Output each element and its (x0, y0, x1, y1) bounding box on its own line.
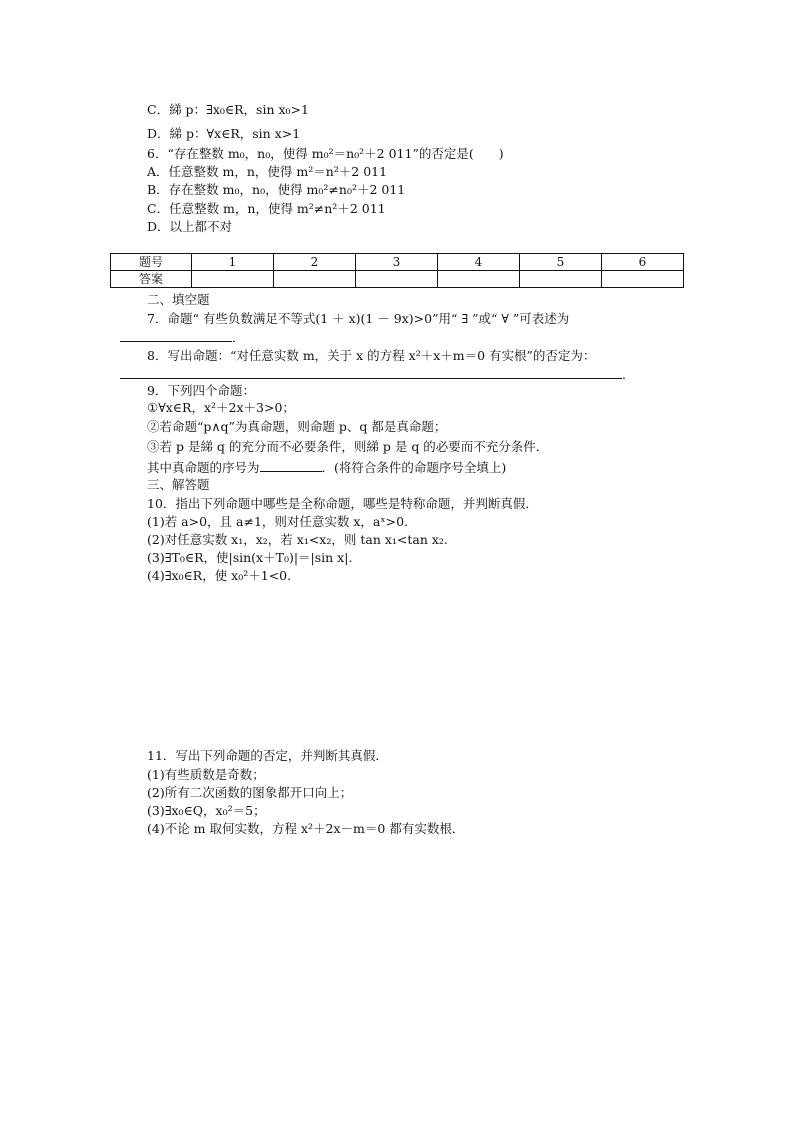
question-9: 9．下列四个命题： (147, 383, 255, 398)
answer-blank[interactable] (120, 329, 232, 342)
question-10: 10．指出下列命题中哪些是全称命题，哪些是特称命题，并判断真假． (147, 496, 538, 511)
question-7-answer-line (120, 329, 245, 347)
option-c-q6: C．任意整数 m，n，使得 m²≠n²＋2 011 (147, 201, 386, 216)
question-11-item-3: (3)∃x₀∈Q，x₀²＝5； (147, 803, 266, 818)
answer-table-row-numbers (111, 254, 684, 271)
proposition-1: ①∀x∈R，x²＋2x＋3>0； (147, 400, 295, 415)
question-10-item-3: (3)∃T₀∈R，使|sin(x＋T₀)|＝|sin x|. (147, 550, 353, 565)
option-c-q5: C．綈 p：∃x₀∈R，sin x₀>1 (147, 102, 309, 117)
question-9-answer-line (147, 459, 506, 477)
question-11-item-2: (2)所有二次函数的图象都开口向上； (147, 785, 353, 800)
answer-table-row-answers (111, 271, 684, 288)
answer-table-head-number: 题号 (111, 254, 192, 271)
answer-blank[interactable] (120, 366, 622, 379)
option-d-q6: D．以上都不对 (147, 219, 233, 234)
answer-table-number-cell: 5 (520, 254, 602, 271)
question-10-item-4: (4)∃x₀∈R，使 x₀²＋1<0. (147, 568, 292, 583)
question-11: 11．写出下列命题的否定，并判断其真假． (147, 748, 388, 763)
answer-table-number-cell: 2 (274, 254, 356, 271)
answer-cell[interactable] (356, 271, 438, 288)
answer-cell[interactable] (520, 271, 602, 288)
answer-hint: ．(将符合条件的命题序号全填上) (321, 460, 507, 475)
option-b-q6: B．存在整数 m₀，n₀，使得 m₀²≠n₀²＋2 011 (147, 182, 406, 197)
answer-blank[interactable] (260, 459, 322, 472)
question-11-item-1: (1)有些质数是奇数； (147, 767, 265, 782)
question-10-item-1: (1)若 a>0，且 a≠1，则对任意实数 x，aˣ>0. (147, 514, 409, 529)
answer-cell[interactable] (192, 271, 274, 288)
period-mark: . (622, 367, 626, 382)
answer-table-number-cell: 1 (192, 254, 274, 271)
section-solution-heading: 三、解答题 (147, 477, 210, 492)
answer-table-head-answer: 答案 (111, 271, 192, 288)
period-mark: ． (232, 330, 245, 345)
question-11-item-4: (4)不论 m 取何实数，方程 x²＋2x－m＝0 都有实数根． (147, 821, 465, 836)
answer-cell[interactable] (274, 271, 356, 288)
question-10-item-2: (2)对任意实数 x₁，x₂，若 x₁<x₂，则 tan x₁<tan x₂. (147, 532, 448, 547)
answer-table-number-cell: 6 (602, 254, 684, 271)
answer-cell[interactable] (438, 271, 520, 288)
section-fill-in-heading: 二、填空题 (147, 292, 210, 307)
question-7: 7．命题“ 有些负数满足不等式(1 ＋ x)(1 － 9x)>0”用“ ∃ ”或“ ∀ ”可表述为 (147, 311, 570, 326)
proposition-3: ③若 p 是綈 q 的充分而不必要条件，则綈 p 是 q 的必要而不充分条件． (147, 439, 549, 454)
option-d-q5: D．綈 p：∀x∈R，sin x>1 (147, 126, 301, 141)
proposition-2: ②若命题“p∧q”为真命题，则命题 p、q 都是真命题； (147, 419, 447, 434)
answer-table-number-cell: 4 (438, 254, 520, 271)
answer-cell[interactable] (602, 271, 684, 288)
question-8: 8．写出命题：“对任意实数 m，关于 x 的方程 x²＋x＋m＝0 有实根”的否定为： (147, 348, 596, 363)
answer-table-number-cell: 3 (356, 254, 438, 271)
answer-prompt: 其中真命题的序号为 (147, 460, 260, 475)
option-a-q6: A．任意整数 m，n，使得 m²＝n²＋2 011 (147, 164, 388, 179)
answer-table (110, 253, 684, 288)
question-6: 6．“存在整数 m₀，n₀，使得 m₀²＝n₀²＋2 011”的否定是( ) (147, 146, 504, 161)
